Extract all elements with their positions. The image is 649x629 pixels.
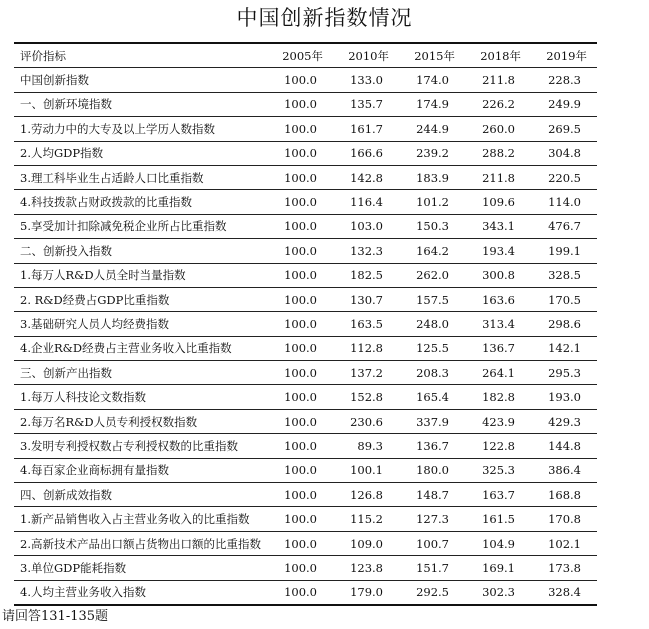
- row-value: 313.4: [465, 312, 531, 336]
- row-value: 163.7: [465, 483, 531, 507]
- row-value: 100.0: [267, 141, 333, 165]
- row-value: 260.0: [465, 117, 531, 141]
- header-year: 2005年: [267, 43, 333, 68]
- row-value: 302.3: [465, 580, 531, 605]
- row-value: 100.0: [267, 312, 333, 336]
- row-value: 180.0: [399, 458, 465, 482]
- row-value: 112.8: [333, 336, 399, 360]
- row-label: 2.人均GDP指数: [14, 141, 267, 165]
- index-table: [14, 42, 597, 606]
- row-value: 179.0: [333, 580, 399, 605]
- row-value: 174.9: [399, 92, 465, 116]
- table-row: [14, 68, 597, 92]
- row-label: 三、创新产出指数: [14, 361, 267, 385]
- table-row: [14, 141, 597, 165]
- row-value: 262.0: [399, 263, 465, 287]
- row-value: 100.0: [267, 214, 333, 238]
- row-value: 169.1: [465, 556, 531, 580]
- row-value: 174.0: [399, 68, 465, 92]
- row-value: 161.5: [465, 507, 531, 531]
- row-value: 100.0: [267, 531, 333, 555]
- row-value: 100.0: [267, 117, 333, 141]
- table-row: [14, 409, 597, 433]
- row-value: 109.6: [465, 190, 531, 214]
- row-label: 1.每万人科技论文数指数: [14, 385, 267, 409]
- row-value: 226.2: [465, 92, 531, 116]
- row-value: 123.8: [333, 556, 399, 580]
- row-label: 中国创新指数: [14, 68, 267, 92]
- row-label: 4.企业R&D经费占主营业务收入比重指数: [14, 336, 267, 360]
- row-value: 193.0: [531, 385, 597, 409]
- row-value: 163.5: [333, 312, 399, 336]
- row-value: 109.0: [333, 531, 399, 555]
- row-value: 115.2: [333, 507, 399, 531]
- row-value: 244.9: [399, 117, 465, 141]
- row-value: 100.0: [267, 361, 333, 385]
- table-row: [14, 214, 597, 238]
- table-row: [14, 580, 597, 605]
- row-value: 264.1: [465, 361, 531, 385]
- row-value: 170.8: [531, 507, 597, 531]
- row-value: 150.3: [399, 214, 465, 238]
- row-value: 122.8: [465, 434, 531, 458]
- row-value: 104.9: [465, 531, 531, 555]
- row-value: 125.5: [399, 336, 465, 360]
- row-value: 135.7: [333, 92, 399, 116]
- row-value: 100.0: [267, 336, 333, 360]
- row-value: 136.7: [399, 434, 465, 458]
- row-value: 386.4: [531, 458, 597, 482]
- table-row: [14, 361, 597, 385]
- header-year: 2015年: [399, 43, 465, 68]
- row-label: 2. R&D经费占GDP比重指数: [14, 287, 267, 311]
- row-label: 1.每万人R&D人员全时当量指数: [14, 263, 267, 287]
- row-label: 3.基础研究人员人均经费指数: [14, 312, 267, 336]
- row-value: 100.0: [267, 165, 333, 189]
- table-row: [14, 507, 597, 531]
- row-label: 二、创新投入指数: [14, 239, 267, 263]
- row-value: 161.7: [333, 117, 399, 141]
- row-value: 183.9: [399, 165, 465, 189]
- row-value: 133.0: [333, 68, 399, 92]
- row-value: 157.5: [399, 287, 465, 311]
- table-row: [14, 263, 597, 287]
- row-value: 298.6: [531, 312, 597, 336]
- row-value: 173.8: [531, 556, 597, 580]
- row-value: 228.3: [531, 68, 597, 92]
- row-value: 152.8: [333, 385, 399, 409]
- table-row: [14, 458, 597, 482]
- row-label: 3.发明专利授权数占专利授权数的比重指数: [14, 434, 267, 458]
- row-value: 136.7: [465, 336, 531, 360]
- row-value: 429.3: [531, 409, 597, 433]
- row-value: 163.6: [465, 287, 531, 311]
- row-value: 100.0: [267, 483, 333, 507]
- header-indicator: 评价指标: [14, 43, 267, 68]
- row-label: 4.人均主营业务收入指数: [14, 580, 267, 605]
- row-value: 304.8: [531, 141, 597, 165]
- row-label: 3.单位GDP能耗指数: [14, 556, 267, 580]
- row-value: 166.6: [333, 141, 399, 165]
- row-value: 116.4: [333, 190, 399, 214]
- table-row: [14, 190, 597, 214]
- table-row: [14, 165, 597, 189]
- row-value: 100.0: [267, 385, 333, 409]
- row-value: 126.8: [333, 483, 399, 507]
- row-value: 248.0: [399, 312, 465, 336]
- table-row: [14, 117, 597, 141]
- row-label: 一、创新环境指数: [14, 92, 267, 116]
- row-value: 100.1: [333, 458, 399, 482]
- table-header-row: [14, 43, 597, 68]
- row-value: 300.8: [465, 263, 531, 287]
- header-year: 2018年: [465, 43, 531, 68]
- row-value: 269.5: [531, 117, 597, 141]
- table-row: [14, 556, 597, 580]
- table-row: [14, 483, 597, 507]
- row-value: 182.5: [333, 263, 399, 287]
- row-value: 249.9: [531, 92, 597, 116]
- row-value: 102.1: [531, 531, 597, 555]
- row-label: 1.新产品销售收入占主营业务收入的比重指数: [14, 507, 267, 531]
- row-value: 208.3: [399, 361, 465, 385]
- row-value: 151.7: [399, 556, 465, 580]
- row-value: 193.4: [465, 239, 531, 263]
- row-value: 295.3: [531, 361, 597, 385]
- header-year: 2019年: [531, 43, 597, 68]
- row-value: 100.0: [267, 507, 333, 531]
- row-value: 100.0: [267, 92, 333, 116]
- row-value: 100.0: [267, 556, 333, 580]
- row-value: 127.3: [399, 507, 465, 531]
- row-value: 100.0: [267, 263, 333, 287]
- row-value: 100.0: [267, 287, 333, 311]
- table-row: [14, 385, 597, 409]
- row-value: 103.0: [333, 214, 399, 238]
- row-value: 132.3: [333, 239, 399, 263]
- row-label: 4.科技拨款占财政拨款的比重指数: [14, 190, 267, 214]
- row-value: 292.5: [399, 580, 465, 605]
- row-value: 211.8: [465, 68, 531, 92]
- row-value: 164.2: [399, 239, 465, 263]
- table-row: [14, 312, 597, 336]
- row-value: 100.0: [267, 409, 333, 433]
- row-label: 5.享受加计扣除减免税企业所占比重指数: [14, 214, 267, 238]
- row-value: 137.2: [333, 361, 399, 385]
- table-row: [14, 239, 597, 263]
- row-label: 四、创新成效指数: [14, 483, 267, 507]
- row-value: 142.1: [531, 336, 597, 360]
- footer-note: 请回答131-135题: [2, 609, 109, 624]
- row-value: 100.0: [267, 190, 333, 214]
- row-value: 130.7: [333, 287, 399, 311]
- row-label: 4.每百家企业商标拥有量指数: [14, 458, 267, 482]
- row-value: 343.1: [465, 214, 531, 238]
- row-value: 423.9: [465, 409, 531, 433]
- row-value: 325.3: [465, 458, 531, 482]
- row-value: 144.8: [531, 434, 597, 458]
- row-value: 168.8: [531, 483, 597, 507]
- header-year: 2010年: [333, 43, 399, 68]
- row-value: 476.7: [531, 214, 597, 238]
- table-row: [14, 434, 597, 458]
- row-value: 100.0: [267, 239, 333, 263]
- row-value: 165.4: [399, 385, 465, 409]
- row-value: 148.7: [399, 483, 465, 507]
- row-value: 101.2: [399, 190, 465, 214]
- table-row: [14, 531, 597, 555]
- table-row: [14, 336, 597, 360]
- row-value: 89.3: [333, 434, 399, 458]
- row-value: 114.0: [531, 190, 597, 214]
- row-value: 100.0: [267, 580, 333, 605]
- table-row: [14, 287, 597, 311]
- row-value: 142.8: [333, 165, 399, 189]
- row-value: 230.6: [333, 409, 399, 433]
- row-label: 2.高新技术产品出口额占货物出口额的比重指数: [14, 531, 267, 555]
- row-label: 3.理工科毕业生占适龄人口比重指数: [14, 165, 267, 189]
- row-value: 100.0: [267, 68, 333, 92]
- page-title: 中国创新指数情况: [236, 6, 413, 30]
- row-value: 170.5: [531, 287, 597, 311]
- row-label: 1.劳动力中的大专及以上学历人数指数: [14, 117, 267, 141]
- row-value: 100.7: [399, 531, 465, 555]
- row-value: 239.2: [399, 141, 465, 165]
- row-value: 182.8: [465, 385, 531, 409]
- row-value: 100.0: [267, 458, 333, 482]
- row-value: 288.2: [465, 141, 531, 165]
- row-value: 337.9: [399, 409, 465, 433]
- row-value: 100.0: [267, 434, 333, 458]
- row-label: 2.每万名R&D人员专利授权数指数: [14, 409, 267, 433]
- row-value: 328.4: [531, 580, 597, 605]
- row-value: 199.1: [531, 239, 597, 263]
- row-value: 220.5: [531, 165, 597, 189]
- table-row: [14, 92, 597, 116]
- row-value: 328.5: [531, 263, 597, 287]
- row-value: 211.8: [465, 165, 531, 189]
